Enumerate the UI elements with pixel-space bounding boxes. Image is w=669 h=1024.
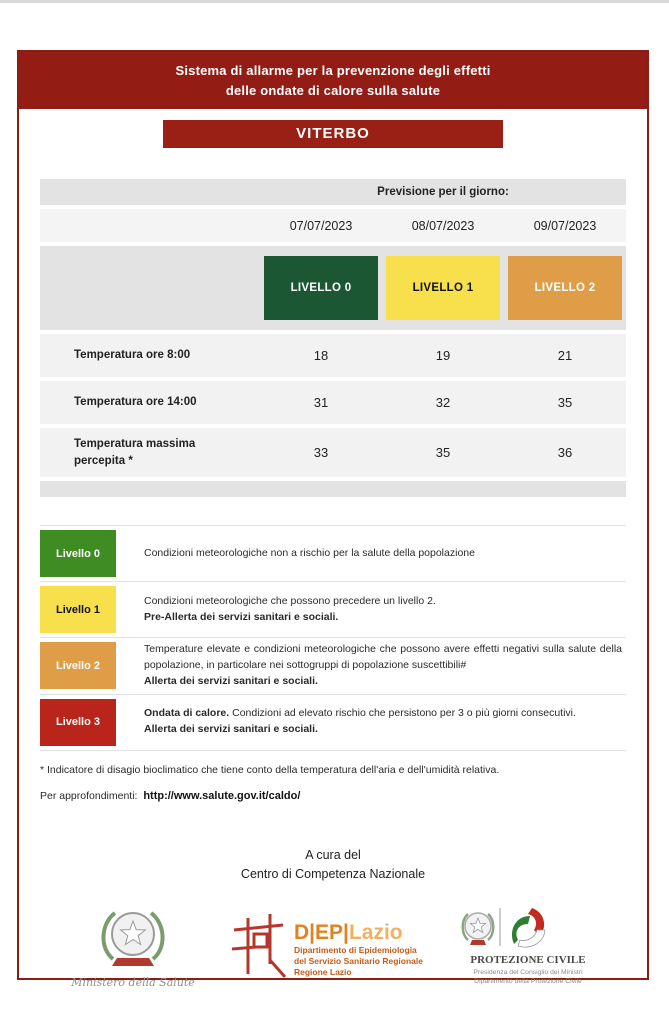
levels-legend (40, 525, 626, 750)
level-badge-day2: LIVELLO 1 (386, 256, 500, 320)
svg-text:D|EP|Lazio: D|EP|Lazio (293, 921, 403, 945)
ministero-salute-label: Ministero della Salute (71, 976, 195, 990)
pc-sub2: Dipartimento della Protezione Civile (474, 978, 582, 986)
legend-alert-level3: Allerta dei servizi sanitari e sociali. (144, 723, 318, 736)
bulletin-title-line2: delle ondate di calore sulla salute (225, 83, 441, 98)
footer-logos (58, 900, 608, 995)
table-row-temp-max (40, 428, 626, 477)
legend-desc-level2: Temperature elevate e condizioni meteorologiche che possono avere effetti negativi sulla salute della popolazione, in particolare nei sottogruppi di popolazione suscettibili# (144, 643, 622, 672)
credits (40, 846, 626, 885)
row-label: Temperatura ore 8:00 (74, 349, 191, 362)
caldo-link[interactable]: http://www.salute.gov.it/caldo/ (143, 789, 301, 802)
table-row-temp-8 (40, 334, 626, 377)
page-top-strip (0, 0, 669, 3)
table-row-temp-14 (40, 381, 626, 424)
temperature-value: 35 (435, 445, 451, 461)
temperature-value: 21 (557, 348, 573, 363)
dep-lazio-logo-icon (226, 910, 431, 985)
bioclimatic-note: * Indicatore di disagio bioclimatico che tiene conto della temperatura dell'aria e dell'umidità relativa. (40, 763, 500, 776)
legend-badge-level3: Livello 3 (40, 699, 116, 746)
city-name-box (163, 120, 503, 148)
legend-desc-level0: Condizioni meteorologiche non a rischio per la salute della popolazione (144, 546, 475, 559)
credits-line2: Centro di Competenza Nazionale (240, 866, 426, 881)
legend-row-level3 (40, 694, 626, 750)
legend-row-level0 (40, 525, 626, 581)
legend-badge-level1: Livello 1 (40, 586, 116, 633)
forecast-date-3: 09/07/2023 (533, 218, 597, 233)
more-info-label: Per approfondimenti: (40, 789, 138, 802)
temperature-value: 36 (557, 445, 573, 461)
dep-sub1: Dipartimento di Epidemiologia (293, 945, 417, 956)
heat-alert-bulletin (17, 50, 649, 990)
level-badge-day1: LIVELLO 0 (264, 256, 378, 320)
pc-title: PROTEZIONE CIVILE (470, 954, 586, 967)
legend-desc-level3: Ondata di calore. Condizioni ad elevato rischio che persistono per 3 o più giorni consecutivi. (144, 707, 576, 720)
level-badge-day3: LIVELLO 2 (508, 256, 622, 320)
legend-row-level2 (40, 637, 626, 693)
legend-alert-level1: Pre-Allerta dei servizi sanitari e sociali. (144, 610, 339, 623)
temperature-value: 18 (313, 348, 329, 363)
forecast-levels-row (40, 246, 626, 330)
legend-desc-level1: Condizioni meteorologiche che possono precedere un livello 2. (144, 595, 436, 608)
city-name: VITERBO (296, 125, 370, 142)
more-info-row (40, 790, 626, 802)
legend-badge-level2: Livello 2 (40, 642, 116, 689)
row-label: Temperatura ore 14:00 (74, 396, 197, 409)
temperature-value: 31 (313, 395, 329, 410)
legend-alert-level2: Allerta dei servizi sanitari e sociali. (144, 674, 318, 687)
credits-line1: A cura del (305, 847, 361, 862)
legend-row-level1 (40, 581, 626, 637)
forecast-column-header: Previsione per il giorno: (377, 186, 509, 198)
forecast-footer-bar (40, 481, 626, 497)
forecast-date-2: 08/07/2023 (411, 218, 475, 233)
temperature-value: 35 (557, 395, 573, 410)
row-label: Temperatura massima percepita * (74, 438, 196, 467)
bulletin-header (19, 52, 647, 109)
temperature-value: 19 (435, 348, 451, 363)
ministero-salute-logo-icon (58, 900, 208, 995)
temperature-value: 33 (313, 445, 329, 461)
forecast-date-1: 07/07/2023 (289, 218, 353, 233)
legend-badge-level0: Livello 0 (40, 530, 116, 577)
temperature-value: 32 (435, 395, 451, 410)
forecast-table (40, 179, 626, 497)
bulletin-title-line1: Sistema di allarme per la prevenzione degli effetti (175, 63, 491, 78)
pc-sub1: Presidenza del Consiglio dei Ministri (473, 969, 583, 977)
dep-sub2: del Servizio Sanitario Regionale (293, 956, 423, 967)
forecast-header-row (40, 179, 626, 205)
forecast-dates-row (40, 209, 626, 242)
protezione-civile-logo-icon (448, 900, 608, 995)
dep-sub3: Regione Lazio (293, 967, 352, 978)
